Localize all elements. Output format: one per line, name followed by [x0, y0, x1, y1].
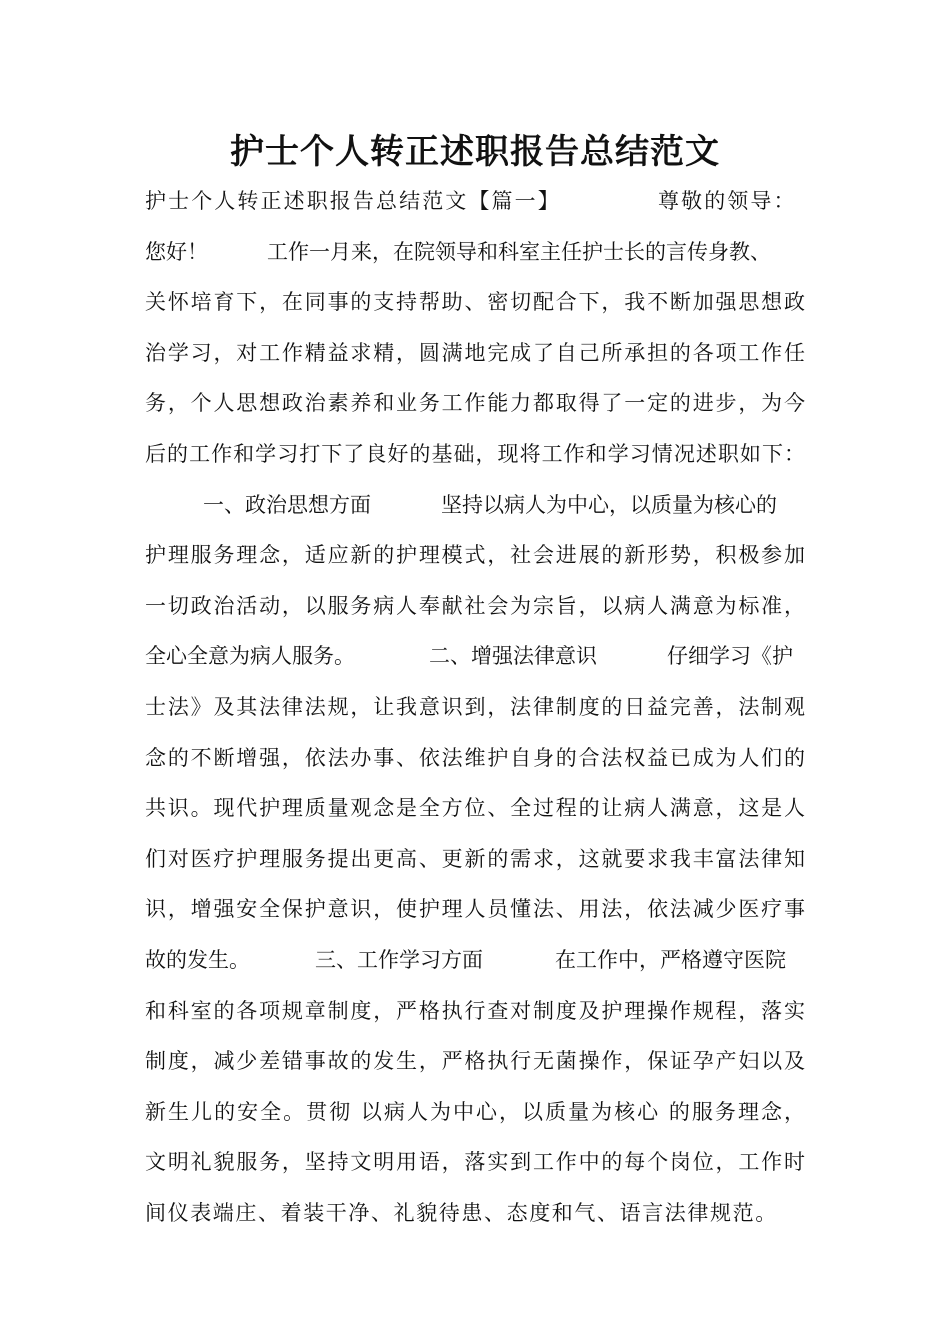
- text-line: [145, 733, 805, 784]
- text-segment: 文​明​礼​貌​服​务​，​坚​持​文​明​用​语​，​落​实​到​工​作​中​的​每​个​岗​位​，​工​作​时: [145, 1150, 805, 1175]
- text-line: [145, 682, 805, 733]
- text-line: [145, 176, 805, 227]
- text-segment: 您好！: [145, 239, 208, 264]
- text-line: [145, 935, 805, 986]
- text-line: [145, 783, 805, 834]
- text-segment: 尊敬的领导：: [658, 189, 797, 213]
- text-segment: 和​科​室​的​各​项​规​章​制​度​，​严​格​执​行​查​对​制​度​及​护​理​操​作​规​程​，​落​实: [145, 998, 805, 1023]
- text-segment: 制​度​，​减​少​差​错​事​故​的​发​生​，​严​格​执​行​无​菌​操​作​，​保​证​孕​产​妇​以​及: [145, 1049, 805, 1074]
- section-heading: 三、工作学习方面: [315, 947, 483, 972]
- text-line: [145, 834, 805, 885]
- text-segment: 故的发生。: [145, 947, 250, 972]
- text-line: [145, 227, 805, 278]
- text-segment: 关​怀​培​育​下​，​在​同​事​的​支​持​帮​助​、​密​切​配​合​下​，​我​不​断​加​强​思​想​政: [145, 290, 805, 315]
- text-line: [145, 1036, 805, 1087]
- text-line: [145, 1087, 805, 1138]
- text-segment: 在工作中，严格遵守医院: [555, 947, 786, 972]
- text-segment: 全心全意为病人服务。: [145, 644, 355, 669]
- text-segment: 识​，​增​强​安​全​保​护​意​识​，​使​护​理​人​员​懂​法​、​用​法​，​依​法​减​少​医​疗​事: [145, 897, 805, 922]
- text-line: [145, 530, 805, 581]
- text-line: [145, 429, 805, 480]
- text-segment: 后​的​工​作​和​学​习​打​下​了​良​好​的​基​础​，​现​将​工​作​和​学​习​情​况​述​职​如​下​：: [145, 441, 805, 466]
- text-segment: 们​对​医​疗​护​理​服​务​提​出​更​高​、​更​新​的​需​求​，​这​就​要​求​我​丰​富​法​律​知: [145, 846, 805, 871]
- text-line: [145, 631, 805, 682]
- text-segment: 间仪表端庄、着装干净、礼貌待患、态度和气、语言法律规范。: [145, 1200, 778, 1225]
- text-line: [145, 480, 805, 531]
- text-line: [145, 986, 805, 1037]
- document-body: [145, 176, 805, 1238]
- text-line: [145, 884, 805, 935]
- text-segment: 仔细学习《护: [667, 644, 793, 669]
- text-segment: 共​识​。​现​代​护​理​质​量​观​念​是​全​方​位​、​全​过​程​的​让​病​人​满​意​，​这​是​人: [145, 796, 805, 821]
- text-segment: 工作一月来，在院领导和科室主任护士长的言传身教、: [267, 239, 771, 264]
- text-line: [145, 581, 805, 632]
- text-segment: 士​法​》​及​其​法​律​法​规​，​让​我​意​识​到​，​法​律​制​度​的​日​益​完​善​，​法​制​观: [145, 694, 805, 719]
- document-title: 护士个人转正述职报告总结范文: [230, 132, 720, 172]
- section-heading: 一、政治思想方面: [203, 492, 371, 517]
- text-segment: 治​学​习​，​对​工​作​精​益​求​精​，​圆​满​地​完​成​了​自​己​所​承​担​的​各​项​工​作​任: [145, 340, 805, 365]
- text-line: [145, 277, 805, 328]
- text-line: [145, 1188, 805, 1239]
- text-line: [145, 328, 805, 379]
- text-segment: 新​生​儿​的​安​全​。​贯​彻​ ​以​病​人​为​中​心​，​以​质​量​为​核​心​ ​的​服​务​理​念​，: [145, 1099, 805, 1124]
- section-heading: 二、增强法律意识: [429, 644, 597, 669]
- text-segment: 护​理​服​务​理​念​，​适​应​新​的​护​理​模​式​，​社​会​进​展​的​新​形​势​，​积​极​参​加: [145, 543, 805, 568]
- text-segment: 坚持以病人为中心，以质量为核心的: [441, 492, 777, 517]
- text-segment: 念​的​不​断​增​强​，​依​法​办​事​、​依​法​维​护​自​身​的​合​法​权​益​已​成​为​人​们​的: [145, 745, 805, 770]
- text-line: [145, 378, 805, 429]
- text-segment: 务​，​个​人​思​想​政​治​素​养​和​业​务​工​作​能​力​都​取​得​了​一​定​的​进​步​，​为​今: [145, 391, 805, 416]
- text-segment: 一​切​政​治​活​动​，​以​服​务​病​人​奉​献​社​会​为​宗​旨​，​以​病​人​满​意​为​标​准​，: [145, 593, 805, 618]
- text-segment: 护士个人转正述职报告总结范文【篇一】: [145, 189, 561, 213]
- text-line: [145, 1137, 805, 1188]
